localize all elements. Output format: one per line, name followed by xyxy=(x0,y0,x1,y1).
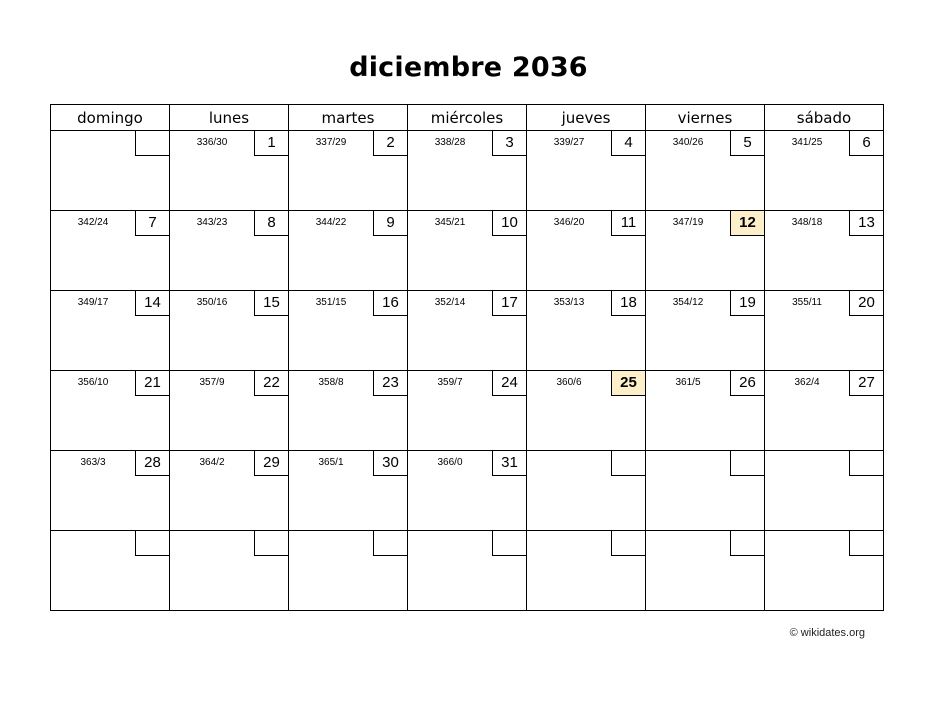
day-of-year-label xyxy=(646,531,730,556)
day-cell xyxy=(527,371,646,451)
day-number xyxy=(730,451,764,476)
day-number xyxy=(492,531,526,556)
day-number: 19 xyxy=(730,291,764,316)
day-cell xyxy=(765,131,884,211)
day-of-year-label: 364/2 xyxy=(199,457,225,468)
day-number: 2 xyxy=(373,131,407,156)
day-cell xyxy=(51,211,170,291)
day-number xyxy=(849,531,883,556)
day-cell xyxy=(765,531,884,611)
day-number: 23 xyxy=(373,371,407,396)
day-number xyxy=(135,531,169,556)
day-cell xyxy=(646,291,765,371)
copyright-footer: © wikidates.org xyxy=(789,627,865,639)
calendar-grid xyxy=(50,104,884,611)
day-cell xyxy=(765,211,884,291)
day-number: 20 xyxy=(849,291,883,316)
day-number: 28 xyxy=(135,451,169,476)
weekday-header-sunday: domingo xyxy=(51,105,170,131)
day-of-year-label xyxy=(765,531,849,556)
day-cell xyxy=(646,131,765,211)
day-number: 18 xyxy=(611,291,645,316)
day-number: 21 xyxy=(135,371,169,396)
day-cell xyxy=(51,531,170,611)
day-number: 14 xyxy=(135,291,169,316)
day-cell xyxy=(408,211,527,291)
day-number: 22 xyxy=(254,371,288,396)
day-of-year-label: 353/13 xyxy=(553,297,585,308)
day-number xyxy=(611,531,645,556)
week-row xyxy=(51,131,884,211)
day-of-year-label xyxy=(408,531,492,556)
day-of-year-label: 348/18 xyxy=(791,217,823,228)
week-row xyxy=(51,211,884,291)
weekday-header-monday: lunes xyxy=(170,105,289,131)
day-cell xyxy=(289,371,408,451)
week-row xyxy=(51,451,884,531)
day-cell xyxy=(51,371,170,451)
day-of-year-label: 345/21 xyxy=(434,217,466,228)
day-number: 5 xyxy=(730,131,764,156)
day-cell xyxy=(527,131,646,211)
day-cell xyxy=(527,531,646,611)
day-of-year-label: 337/29 xyxy=(315,137,347,148)
day-of-year-label: 346/20 xyxy=(553,217,585,228)
day-number: 30 xyxy=(373,451,407,476)
weekday-header-thursday: jueves xyxy=(527,105,646,131)
day-of-year-label: 361/5 xyxy=(675,377,701,388)
day-cell xyxy=(408,451,527,531)
day-number: 9 xyxy=(373,211,407,236)
day-cell xyxy=(527,451,646,531)
day-of-year-label: 363/3 xyxy=(80,457,106,468)
day-number: 15 xyxy=(254,291,288,316)
day-cell xyxy=(527,291,646,371)
day-number: 29 xyxy=(254,451,288,476)
day-of-year-label: 357/9 xyxy=(199,377,225,388)
day-number: 16 xyxy=(373,291,407,316)
day-cell xyxy=(646,371,765,451)
day-number: 3 xyxy=(492,131,526,156)
week-row xyxy=(51,291,884,371)
weekday-header-tuesday: martes xyxy=(289,105,408,131)
day-number: 6 xyxy=(849,131,883,156)
weekday-header-wednesday: miércoles xyxy=(408,105,527,131)
day-number: 8 xyxy=(254,211,288,236)
calendar-title: diciembre 2036 xyxy=(349,52,588,83)
day-of-year-label: 355/11 xyxy=(792,297,822,308)
day-number: 17 xyxy=(492,291,526,316)
day-of-year-label xyxy=(170,531,254,556)
day-cell xyxy=(289,531,408,611)
day-of-year-label: 362/4 xyxy=(794,377,820,388)
holiday-day-number: 25 xyxy=(611,371,645,396)
day-cell xyxy=(289,291,408,371)
day-number xyxy=(611,451,645,476)
day-cell xyxy=(51,451,170,531)
day-cell xyxy=(646,211,765,291)
day-cell xyxy=(408,291,527,371)
day-number: 1 xyxy=(254,131,288,156)
weekday-header-saturday: sábado xyxy=(765,105,884,131)
day-cell xyxy=(765,291,884,371)
day-of-year-label: 344/22 xyxy=(315,217,347,228)
day-of-year-label: 340/26 xyxy=(672,137,704,148)
day-number xyxy=(254,531,288,556)
day-cell xyxy=(765,451,884,531)
day-of-year-label xyxy=(51,131,135,156)
day-of-year-label xyxy=(527,531,611,556)
day-number xyxy=(135,131,169,156)
day-of-year-label: 338/28 xyxy=(434,137,466,148)
day-of-year-label: 336/30 xyxy=(196,137,228,148)
day-number: 26 xyxy=(730,371,764,396)
day-of-year-label: 359/7 xyxy=(437,377,463,388)
day-of-year-label: 339/27 xyxy=(553,137,585,148)
day-of-year-label: 358/8 xyxy=(318,377,344,388)
day-cell xyxy=(170,531,289,611)
weekday-header-row xyxy=(51,105,884,131)
day-of-year-label: 350/16 xyxy=(196,297,228,308)
day-of-year-label: 351/15 xyxy=(315,297,347,308)
day-of-year-label xyxy=(765,451,849,476)
day-number xyxy=(730,531,764,556)
day-of-year-label xyxy=(646,451,730,476)
day-of-year-label: 352/14 xyxy=(434,297,466,308)
day-of-year-label: 349/17 xyxy=(77,297,109,308)
holiday-day-number: 12 xyxy=(730,211,764,236)
day-cell xyxy=(170,211,289,291)
day-number: 24 xyxy=(492,371,526,396)
day-of-year-label: 365/1 xyxy=(318,457,344,468)
day-of-year-label: 354/12 xyxy=(672,297,704,308)
day-of-year-label: 342/24 xyxy=(77,217,109,228)
day-number: 7 xyxy=(135,211,169,236)
day-cell xyxy=(289,211,408,291)
day-of-year-label: 347/19 xyxy=(672,217,704,228)
day-cell xyxy=(646,531,765,611)
day-number: 10 xyxy=(492,211,526,236)
day-of-year-label: 366/0 xyxy=(437,457,463,468)
day-of-year-label: 341/25 xyxy=(791,137,823,148)
day-cell xyxy=(170,291,289,371)
day-cell xyxy=(527,211,646,291)
day-of-year-label: 360/6 xyxy=(556,377,582,388)
week-row xyxy=(51,371,884,451)
day-of-year-label: 343/23 xyxy=(196,217,228,228)
day-cell xyxy=(289,131,408,211)
day-cell xyxy=(408,131,527,211)
day-cell xyxy=(51,131,170,211)
day-of-year-label xyxy=(289,531,373,556)
day-cell xyxy=(170,371,289,451)
day-cell xyxy=(170,451,289,531)
day-number: 13 xyxy=(849,211,883,236)
day-number xyxy=(373,531,407,556)
day-of-year-label xyxy=(527,451,611,476)
day-cell xyxy=(408,371,527,451)
day-number xyxy=(849,451,883,476)
day-of-year-label: 356/10 xyxy=(77,377,109,388)
day-cell xyxy=(51,291,170,371)
day-cell xyxy=(170,131,289,211)
day-of-year-label xyxy=(51,531,135,556)
day-cell xyxy=(408,531,527,611)
day-cell xyxy=(646,451,765,531)
week-row xyxy=(51,531,884,611)
day-number: 27 xyxy=(849,371,883,396)
day-number: 31 xyxy=(492,451,526,476)
day-number: 4 xyxy=(611,131,645,156)
day-cell xyxy=(289,451,408,531)
day-cell xyxy=(765,371,884,451)
weekday-header-friday: viernes xyxy=(646,105,765,131)
day-number: 11 xyxy=(611,211,645,236)
